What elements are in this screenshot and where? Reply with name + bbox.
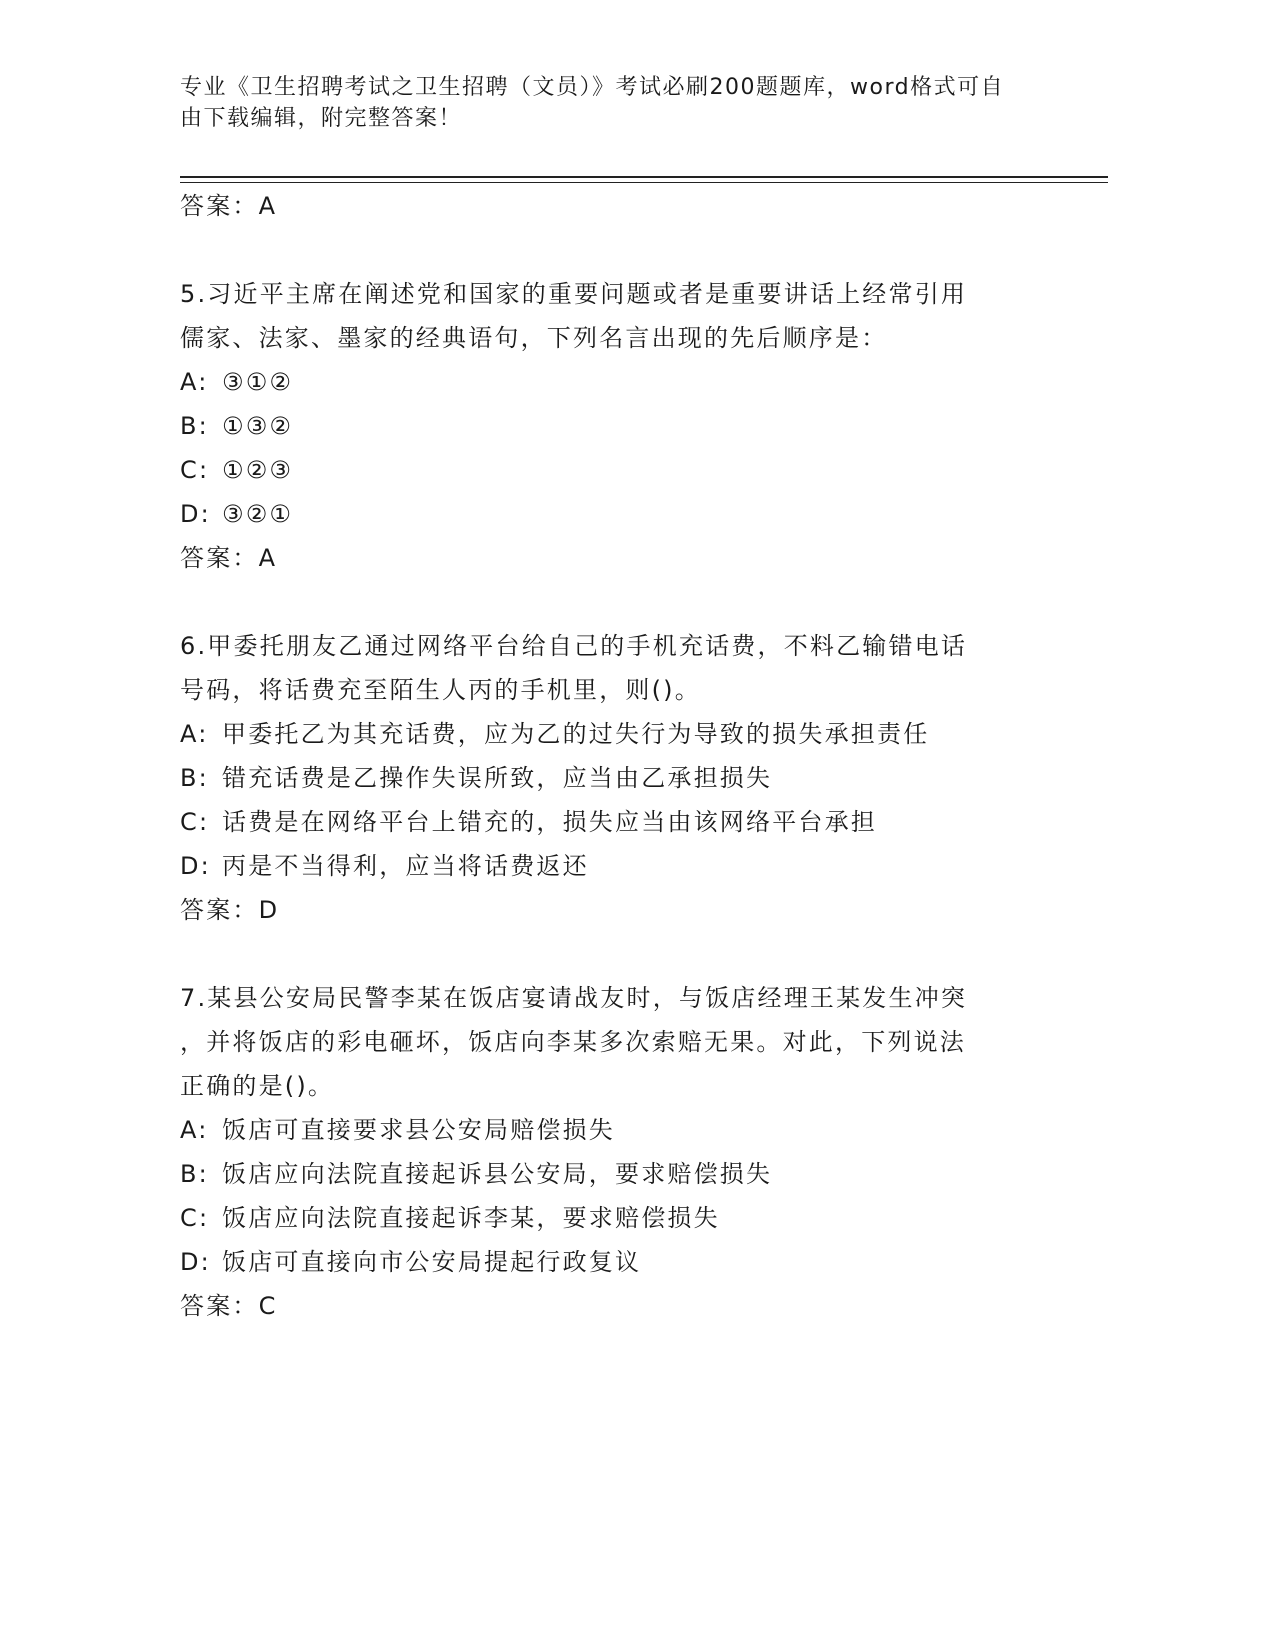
question-stem: 7.某县公安局民警李某在饭店宴请战友时，与饭店经理王某发生冲突 [180, 984, 968, 1012]
option-d [180, 1240, 1060, 1284]
option-letter: A: [180, 1116, 209, 1144]
option-text: 饭店可直接向市公安局提起行政复议 [222, 1248, 642, 1276]
option-c [180, 1196, 1060, 1240]
option-text: ③①② [222, 368, 294, 396]
option-d [180, 844, 1060, 888]
option-b [180, 1152, 1060, 1196]
question-stem: ，并将饭店的彩电砸坏，饭店向李某多次索赔无果。对此，下列说法 [180, 1028, 966, 1056]
option-letter: C: [180, 808, 210, 836]
option-a [180, 360, 1060, 404]
question-block [180, 272, 1060, 580]
option-text: 饭店应向法院直接起诉李某，要求赔偿损失 [222, 1204, 720, 1232]
question-list [180, 184, 1060, 1328]
header-divider-thin [180, 182, 1108, 183]
option-letter: C: [180, 456, 210, 484]
option-letter: D: [180, 500, 211, 528]
question-block [180, 976, 1060, 1328]
question-stem: 儒家、法家、墨家的经典语句，下列名言出现的先后顺序是： [180, 324, 888, 352]
option-b [180, 404, 1060, 448]
option-d [180, 492, 1060, 536]
option-text: 错充话费是乙操作失误所致，应当由乙承担损失 [222, 764, 773, 792]
answer-line: 答案：C [180, 1292, 278, 1320]
option-letter: B: [180, 764, 209, 792]
option-letter: A: [180, 720, 209, 748]
answer-line: 答案：D [180, 896, 280, 924]
question-stem: 5.习近平主席在阐述党和国家的重要问题或者是重要讲话上经常引用 [180, 280, 968, 308]
option-c [180, 448, 1060, 492]
option-a [180, 712, 1060, 756]
option-letter: B: [180, 1160, 209, 1188]
spacer [180, 932, 1060, 976]
header-divider-thick [180, 176, 1108, 178]
option-a [180, 1108, 1060, 1152]
question-block [180, 624, 1060, 932]
option-text: 饭店可直接要求县公安局赔偿损失 [222, 1116, 615, 1144]
document-header [180, 72, 1060, 134]
option-text: 甲委托乙为其充话费，应为乙的过失行为导致的损失承担责任 [222, 720, 930, 748]
option-letter: A: [180, 368, 209, 396]
option-c [180, 800, 1060, 844]
option-text: 丙是不当得利，应当将话费返还 [222, 852, 589, 880]
option-text: ③②① [222, 500, 294, 528]
option-text: ①②③ [222, 456, 294, 484]
option-letter: D: [180, 852, 211, 880]
spacer [180, 580, 1060, 624]
option-b [180, 756, 1060, 800]
option-letter: C: [180, 1204, 210, 1232]
option-text: 饭店应向法院直接起诉县公安局，要求赔偿损失 [222, 1160, 773, 1188]
option-text: 话费是在网络平台上错充的，损失应当由该网络平台承担 [222, 808, 877, 836]
option-letter: D: [180, 1248, 211, 1276]
answer-line: 答案：A [180, 192, 278, 220]
option-text: ①③② [222, 412, 294, 440]
question-stem: 6.甲委托朋友乙通过网络平台给自己的手机充话费，不料乙输错电话 [180, 632, 968, 660]
question-stem: 正确的是()。 [180, 1072, 335, 1100]
header-title-line-2: 由下载编辑，附完整答案！ [180, 106, 463, 131]
option-letter: B: [180, 412, 209, 440]
header-title-line-1: 专业《卫生招聘考试之卫生招聘（文员）》考试必刷200题题库，word格式可自 [180, 75, 1005, 100]
spacer [180, 228, 1060, 272]
answer-line: 答案：A [180, 544, 278, 572]
question-stem: 号码，将话费充至陌生人丙的手机里，则()。 [180, 676, 701, 704]
